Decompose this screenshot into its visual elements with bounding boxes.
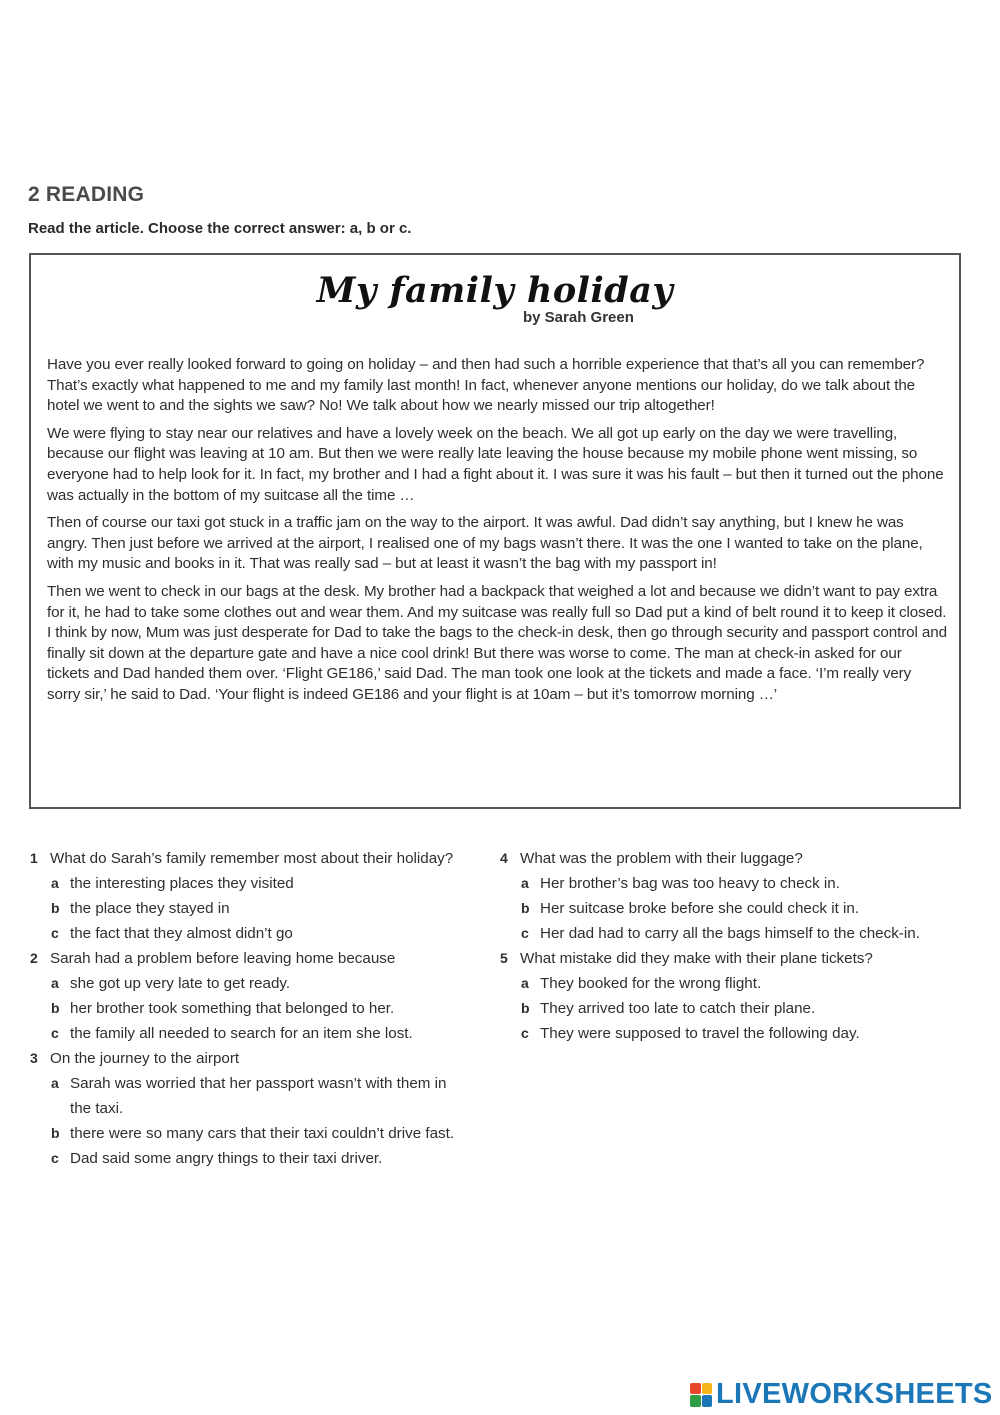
question-2: [30, 946, 470, 971]
option-text: the interesting places they visited: [70, 875, 294, 892]
liveworksheets-brand[interactable]: [690, 1378, 993, 1411]
question-number: 4: [500, 850, 508, 866]
option-5b[interactable]: [500, 996, 960, 1021]
option-text: Dad said some angry things to their taxi driver.: [70, 1150, 383, 1167]
option-letter: b: [521, 1000, 530, 1016]
option-text: Her suitcase broke before she could check it in.: [540, 900, 860, 917]
option-text: the fact that they almost didn’t go: [70, 925, 293, 942]
question-text: Sarah had a problem before leaving home because: [50, 950, 396, 967]
option-text: They arrived too late to catch their plane.: [540, 1000, 816, 1017]
option-text: Sarah was worried that her passport wasn’t with them in the taxi.: [70, 1075, 447, 1117]
option-1c[interactable]: [30, 921, 470, 946]
article-paragraph: Then of course our taxi got stuck in a traffic jam on the way to the airport. It was awful. Dad didn’t say anything, but I knew he was angry. Then just before we arrived at the airport, I realised one of my bags wasn’t there. It was the one I wanted to take on the plane, with my music and books in it. That was really sad – but at least it wasn’t the bag with my passport in!: [47, 514, 923, 573]
option-letter: b: [51, 900, 60, 916]
option-2b[interactable]: [30, 996, 470, 1021]
question-number: 3: [30, 1050, 38, 1066]
option-letter: a: [521, 975, 529, 991]
option-letter: a: [51, 975, 59, 991]
option-letter: c: [51, 1025, 59, 1041]
logo-tile: [702, 1395, 713, 1407]
question-text: On the journey to the airport: [50, 1050, 240, 1067]
question-4: [500, 846, 960, 871]
article-paragraph: Then we went to check in our bags at the desk. My brother had a backpack that weighed a lot and because we didn’t want to pay extra for it, he had to take some clothes out and wear them. And my suitcase was really full so Dad put a kind of belt round it to keep it closed. I think by now, Mum was just desperate for Dad to take the bags to the check-in desk, then go through security and passport control and finally sit down at the departure gate and have a nice cool drink! But there was worse to come. The man at check-in asked for our tickets and Dad handed them over. ‘Flight GE186,’ said Dad. The man took one look at the tickets and made a face. ‘I’m really very sorry sir,’ he said to Dad. ‘Your flight is indeed GE186 and your flight is at 10am – but it’s tomorrow morning …’: [47, 582, 947, 703]
option-text: They booked for the wrong flight.: [540, 975, 762, 992]
option-2a[interactable]: [30, 971, 470, 996]
question-3: [30, 1046, 470, 1071]
option-letter: c: [521, 1025, 529, 1041]
brand-text: LIVEWORKSHEETS: [716, 1378, 993, 1410]
questions-left-column: [30, 846, 470, 1171]
option-1b[interactable]: [30, 896, 470, 921]
option-text: They were supposed to travel the following day.: [540, 1025, 860, 1042]
option-letter: b: [51, 1125, 60, 1141]
option-4b[interactable]: [500, 896, 960, 921]
article-byline: by Sarah Green: [523, 309, 634, 326]
question-text: What was the problem with their luggage?: [520, 850, 803, 867]
question-1: [30, 846, 470, 871]
logo-tile: [690, 1383, 701, 1395]
question-number: 2: [30, 950, 38, 966]
question-text: What mistake did they make with their plane tickets?: [520, 950, 873, 967]
option-text: she got up very late to get ready.: [70, 975, 291, 992]
option-letter: c: [51, 925, 59, 941]
question-number: 1: [30, 850, 38, 866]
logo-tile: [702, 1383, 713, 1395]
option-2c[interactable]: [30, 1021, 470, 1046]
option-letter: b: [51, 1000, 60, 1016]
instruction-text: Read the article. Choose the correct answer: a, b or c.: [28, 220, 412, 237]
option-letter: b: [521, 900, 530, 916]
question-5: [500, 946, 960, 971]
article-paragraph: We were flying to stay near our relatives and have a lovely week on the beach. We all got up early on the day we were travelling, because our flight was leaving at 10 am. But then we were really late leaving the house because my mobile phone went missing, so everyone had to help look for it. In fact, my brother and I had a fight about it. I was sure it was his fault – but then it turned out the phone was actually in the bottom of my suitcase all the time …: [47, 424, 944, 504]
option-text: the place they stayed in: [70, 900, 230, 917]
option-4a[interactable]: [500, 871, 960, 896]
option-text: there were so many cars that their taxi couldn’t drive fast.: [70, 1125, 455, 1142]
option-text: her brother took something that belonged to her.: [70, 1000, 395, 1017]
question-number: 5: [500, 950, 508, 966]
option-letter: c: [51, 1150, 59, 1166]
article-title: My family holiday: [316, 270, 674, 311]
option-text: Her brother’s bag was too heavy to check in.: [540, 875, 840, 892]
option-3b[interactable]: [30, 1121, 470, 1146]
option-1a[interactable]: [30, 871, 470, 896]
option-text: the family all needed to search for an item she lost.: [70, 1025, 413, 1042]
option-letter: a: [51, 875, 59, 891]
option-5a[interactable]: [500, 971, 960, 996]
option-5c[interactable]: [500, 1021, 960, 1046]
section-title: 2 READING: [28, 183, 145, 206]
questions-right-column: [500, 846, 960, 1046]
article-body: [47, 355, 947, 713]
option-letter: a: [51, 1075, 59, 1091]
article-paragraph: Have you ever really looked forward to going on holiday – and then had such a horrible experience that that’s all you can remember? That’s exactly what happened to me and my family last month! In fact, whenever anyone mentions our holiday, do we talk about the hotel we went to and the sights we saw? No! We talk about how we nearly missed our trip altogether!: [47, 356, 925, 415]
option-letter: a: [521, 875, 529, 891]
question-text: What do Sarah’s family remember most about their holiday?: [50, 850, 454, 867]
option-letter: c: [521, 925, 529, 941]
option-text: Her dad had to carry all the bags himself to the check-in.: [540, 925, 920, 942]
liveworksheets-logo-icon: [690, 1383, 712, 1407]
option-3c[interactable]: [30, 1146, 470, 1171]
logo-tile: [690, 1395, 701, 1407]
option-4c[interactable]: [500, 921, 920, 946]
option-3a[interactable]: [30, 1071, 470, 1121]
article-box: [29, 253, 961, 809]
